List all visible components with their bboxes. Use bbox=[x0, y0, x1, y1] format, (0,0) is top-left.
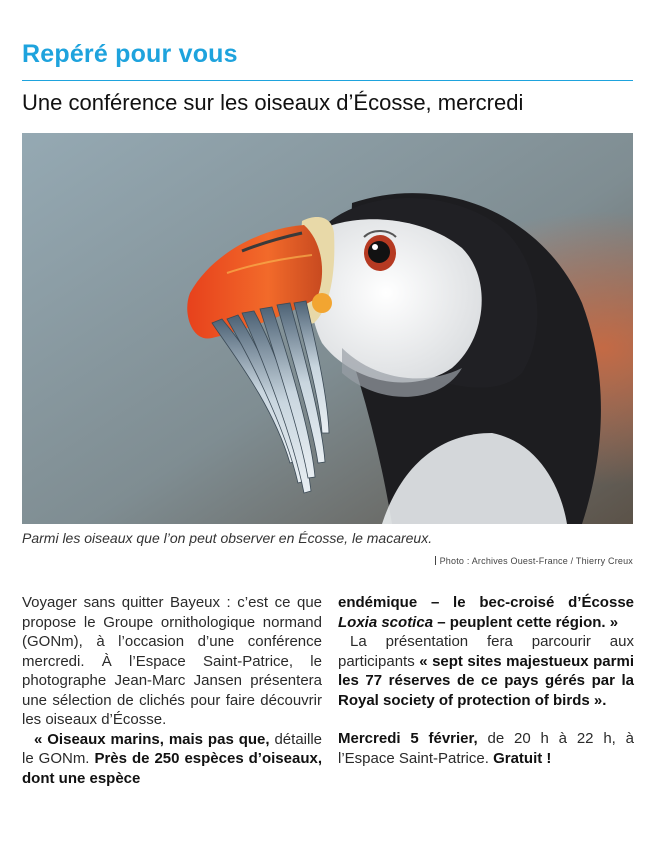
article-column-right bbox=[338, 593, 634, 768]
credit-bar bbox=[435, 556, 436, 565]
event-price: Gratuit ! bbox=[493, 749, 552, 767]
species-name: Loxia scotica bbox=[338, 613, 434, 631]
photo-caption: Parmi les oiseaux que l’on peut observer en Écosse, le macareux. bbox=[22, 530, 433, 546]
section-title: Repéré pour vous bbox=[22, 40, 238, 68]
quote-text: « Oiseaux marins, mais pas que, bbox=[34, 730, 270, 748]
photo-credit bbox=[435, 556, 633, 566]
quote-text: « sept sites majestueux parmi les 77 réserves de ce pays gérés par la Royal society of protection of birds ». bbox=[338, 652, 634, 709]
quote-text: – peuplent cette région. » bbox=[433, 613, 619, 631]
event-details: de 20 h à 22 h, à l’Espace Saint-Patrice. bbox=[338, 730, 634, 767]
paragraph bbox=[338, 632, 634, 710]
quote-text: endémique – le bec-croisé d’Écosse bbox=[338, 594, 634, 611]
photo-credit-text: Photo : Archives Ouest-France / Thierry Creux bbox=[439, 556, 633, 566]
spacer bbox=[338, 710, 634, 729]
paragraph bbox=[338, 593, 634, 632]
paragraph-text: Voyager sans quitter Bayeux : c’est ce que propose le Groupe ornithologique normand (GONm), à l’occasion d’une conférence mercredi. À l’Espace Saint-Patrice, le photographe Jean-Marc Jansen présentera une sélection de clichés pour faire découvrir les oiseaux d’Écosse. bbox=[22, 594, 322, 728]
article-column-left bbox=[22, 593, 322, 788]
paragraph bbox=[22, 593, 322, 730]
quote-text: Près de 250 espèces d’oiseaux, dont une espèce bbox=[22, 750, 323, 787]
article-photo bbox=[22, 133, 633, 524]
event-info bbox=[338, 729, 634, 768]
article-headline: Une conférence sur les oiseaux d’Écosse, mercredi bbox=[22, 90, 524, 115]
event-date: Mercredi 5 février, bbox=[338, 730, 478, 747]
paragraph bbox=[22, 730, 322, 789]
paragraph-text: La présentation fera parcourir aux participants bbox=[338, 633, 634, 670]
section-divider bbox=[22, 80, 633, 81]
paragraph-text: détaille le GONm. bbox=[22, 730, 323, 767]
